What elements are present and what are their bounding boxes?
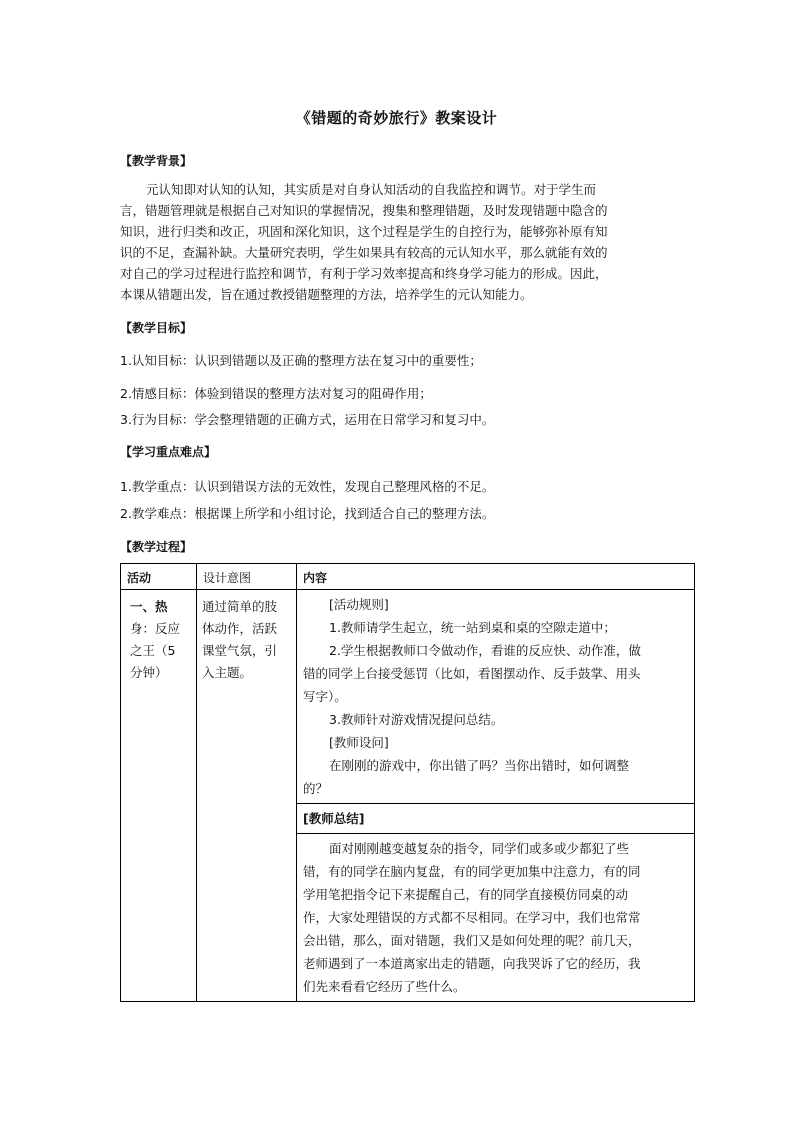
paragraph-line: 识的不足，查漏补缺。大量研究表明，学生如果具有较高的元认知水平，那么就能有效的 (120, 245, 608, 260)
intent-line: 体动作，活跃 (202, 621, 278, 636)
content-line: 在刚刚的游戏中，你出错了吗？当你出错时，如何调整 (329, 758, 630, 773)
table-row (121, 590, 695, 804)
cell-intent (197, 590, 297, 1002)
activity-line: 身：反应 (130, 621, 181, 636)
document-title: 《错题的奇妙旅行》教案设计 (295, 109, 498, 127)
header-content: 内容 (297, 564, 695, 590)
content-line: 错的同学上台接受惩罚（比如，看图摆动作、反手鼓掌、用头 (303, 666, 641, 681)
content-line: 会出错，那么，面对错题，我们又是如何处理的呢？前几天， (303, 933, 641, 948)
content-line: 2.学生根据教师口令做动作，看谁的反应快、动作准，做 (329, 643, 641, 658)
content-line: 作，大家处理错误的方式都不尽相同。在学习中，我们也常常 (303, 910, 641, 925)
activity-line: 分钟） (130, 665, 168, 680)
content-line: 学用笔把指令记下来提醒自己，有的同学直接模仿同桌的动 (303, 887, 629, 902)
content-line: 老师遇到了一本道离家出走的错题，向我哭诉了它的经历，我 (303, 956, 641, 971)
content-line: 3.教师针对游戏情况提问总结。 (329, 712, 504, 727)
cell-content-summary (297, 804, 695, 1002)
table-header-row (121, 564, 695, 590)
section-heading-process: 【教学过程】 (120, 540, 193, 554)
content-line: 面对刚刚越变越复杂的指令，同学们或多或少都犯了些 (329, 841, 630, 856)
paragraph-line: 本课从错题出发，旨在通过教授错题整理的方法，培养学生的元认知能力。 (120, 287, 533, 302)
summary-label: [教师总结] (303, 811, 365, 826)
key-point-item: 1.教学重点：认识到错误方法的无效性，发现自己整理风格的不足。 (120, 479, 495, 494)
header-activity: 活动 (121, 564, 197, 590)
intent-line: 课堂气氛，引 (202, 643, 278, 658)
intent-line: 入主题。 (202, 665, 253, 680)
key-point-item: 2.教学难点：根据课上所学和小组讨论，找到适合自己的整理方法。 (120, 506, 495, 521)
section-heading-background: 【教学背景】 (120, 154, 193, 168)
paragraph-line: 元认知即对认知的认知，其实质是对自身认知活动的自我监控和调节。对于学生而 (146, 182, 597, 197)
paragraph-line: 言，错题管理就是根据自己对知识的掌握情况，搜集和整理错题，及时发现错题中隐含的 (120, 203, 608, 218)
content-line: 错，有的同学在脑内复盘，有的同学更加集中注意力，有的同 (303, 864, 641, 879)
header-intent: 设计意图 (197, 564, 297, 590)
intent-line: 通过简单的肢 (202, 599, 278, 614)
content-line: [活动规则] (329, 597, 389, 612)
content-line: [教师设问] (329, 735, 389, 750)
cell-content-rules (297, 590, 695, 804)
content-line: 写字）。 (303, 689, 347, 704)
goal-item: 3.行为目标：学会整理错题的正确方式，运用在日常学习和复习中。 (120, 412, 495, 427)
process-table (120, 563, 695, 1002)
content-line: 1.教师请学生起立，统一站到桌和桌的空隙走道中； (329, 620, 616, 635)
paragraph-line: 知识，进行归类和改正，巩固和深化知识，这个过程是学生的自控行为，能够弥补原有知 (120, 224, 608, 239)
content-line: 的？ (303, 781, 329, 796)
goal-item: 1.认知目标：认识到错题以及正确的整理方法在复习中的重要性； (120, 353, 482, 368)
section-heading-key-points: 【学习重点难点】 (120, 445, 217, 459)
paragraph-line: 对自己的学习过程进行监控和调节，有利于学习效率提高和终身学习能力的形成。因此， (120, 266, 608, 281)
goal-item: 2.情感目标：体验到错误的整理方法对复习的阻碍作用； (120, 386, 432, 401)
background-paragraph (120, 179, 672, 305)
cell-activity (121, 590, 197, 1002)
content-line: 们先来看看它经历了些什么。 (303, 979, 466, 994)
section-heading-goals: 【教学目标】 (120, 321, 193, 335)
activity-title: 一、热 (130, 599, 168, 614)
activity-line: 之王（5 (130, 643, 176, 658)
